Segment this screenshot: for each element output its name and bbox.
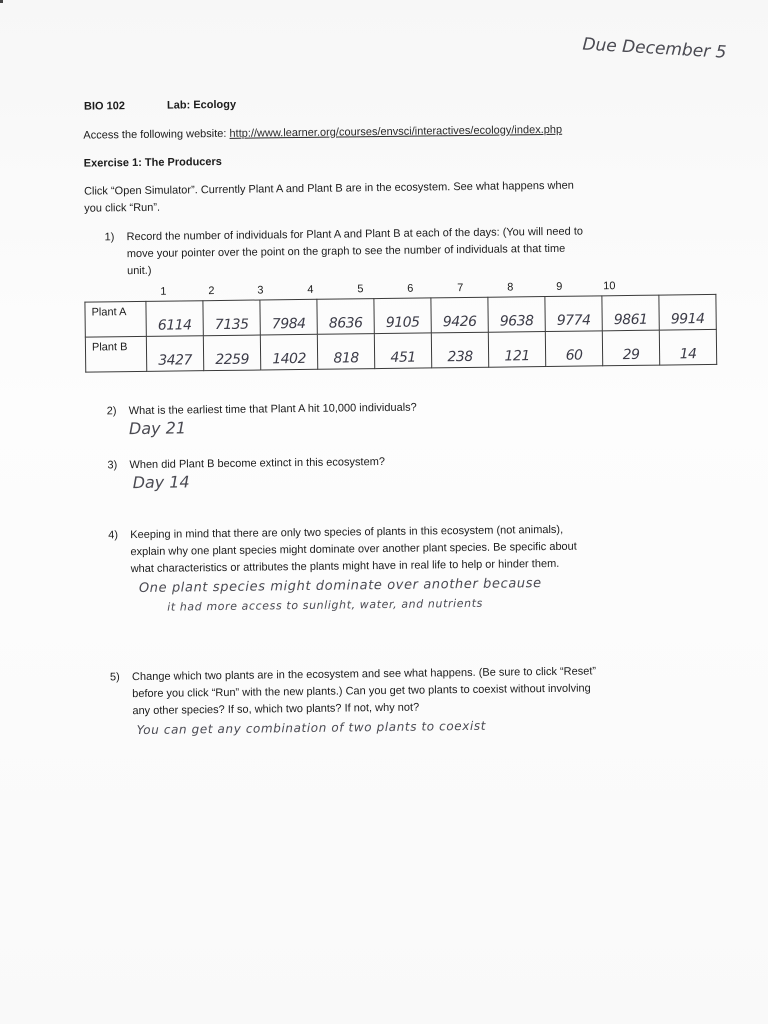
table-cell: 9105 <box>374 298 431 334</box>
access-line <box>83 122 562 145</box>
due-note: Due December 5 <box>581 34 727 63</box>
table-cell: 60 <box>545 331 602 367</box>
table-row <box>85 329 716 372</box>
day-header: 1 <box>160 285 167 298</box>
question-1-number: 1) <box>104 231 115 244</box>
day-header: 2 <box>208 285 215 298</box>
question-2-number: 2) <box>106 405 117 418</box>
question-4-line-2: explain why one plant species might dominate over another plant species. Be specific about <box>130 540 577 559</box>
table-cell: 9638 <box>488 297 545 333</box>
question-1-line-1: Record the number of individuals for Plant A and Plant B at each of the days: (You will need to <box>126 225 584 244</box>
table-cell: 6114 <box>146 301 203 337</box>
table-cell: 14 <box>659 329 716 365</box>
day-header: 5 <box>357 283 364 296</box>
question-3-number: 3) <box>107 459 118 472</box>
table-cell: 9774 <box>545 296 602 332</box>
scan-mark <box>0 0 3 3</box>
question-5-line-1: Change which two plants are in the ecosystem and see what happens. (Be sure to click “Reset” <box>131 665 597 684</box>
table-cell: 9914 <box>659 294 716 330</box>
question-4-answer-line-1: One plant species might dominate over another because <box>138 576 542 596</box>
question-2-text: What is the earliest time that Plant A hit 10,000 individuals? <box>128 401 417 418</box>
row-label-plant-b: Plant B <box>85 336 146 372</box>
day-header: 9 <box>556 280 563 293</box>
day-header: 8 <box>507 281 514 294</box>
population-table <box>84 294 717 373</box>
table-cell: 451 <box>374 333 431 369</box>
table-cell: 3427 <box>146 336 203 372</box>
question-4-number: 4) <box>108 529 119 542</box>
table-cell: 121 <box>488 332 545 368</box>
question-5-line-2: before you click “Run” with the new plants.) Can you get two plants to coexist without involving <box>132 682 591 701</box>
question-1-line-2: move your pointer over the point on the graph to see the number of individuals at that time <box>126 242 566 261</box>
table-cell: 29 <box>602 330 659 366</box>
question-3-answer: Day 14 <box>132 472 190 493</box>
table-cell: 7135 <box>203 300 260 336</box>
question-4-line-1: Keeping in mind that there are only two species of plants in this ecosystem (not animals), <box>130 523 564 542</box>
table-cell: 7984 <box>260 299 317 335</box>
day-header: 3 <box>257 284 264 297</box>
access-prefix: Access the following website: <box>83 127 230 142</box>
table-cell: 8636 <box>317 299 374 335</box>
website-link[interactable]: http://www.learner.org/courses/envsci/interactives/ecology/index.php <box>229 123 563 140</box>
table-cell: 238 <box>431 332 488 368</box>
intro-line-1: Click “Open Simulator”. Currently Plant A and Plant B are in the ecosystem. See what happens when <box>83 179 574 198</box>
table-cell: 9861 <box>602 295 659 331</box>
table-cell: 9426 <box>431 297 488 333</box>
question-4-answer-line-2: it had more access to sunlight, water, and nutrients <box>167 596 483 614</box>
exercise-title: Exercise 1: The Producers <box>83 155 222 170</box>
question-3-text: When did Plant B become extinct in this ecosystem? <box>129 455 386 472</box>
day-header: 4 <box>307 283 314 296</box>
table-cell: 1402 <box>260 334 317 370</box>
table-cell: 818 <box>317 334 374 370</box>
row-label-plant-a: Plant A <box>85 301 146 337</box>
day-header: 10 <box>603 280 616 293</box>
question-5-line-3: any other species? If so, which two plants? If not, why not? <box>132 701 420 718</box>
question-5-number: 5) <box>109 671 120 684</box>
question-2-answer: Day 21 <box>128 418 187 439</box>
intro-line-2: you click “Run”. <box>84 201 161 215</box>
table-cell: 2259 <box>203 335 260 371</box>
lab-title: Lab: Ecology <box>166 98 237 112</box>
day-header: 7 <box>457 282 464 295</box>
question-1-line-3: unit.) <box>126 264 152 278</box>
course-code: BIO 102 <box>83 100 126 113</box>
day-header: 6 <box>407 282 414 295</box>
question-4-line-3: what characteristics or attributes the plants might have in real life to help or hinder them. <box>130 557 560 576</box>
question-5-answer: You can get any combination of two plants to coexist <box>136 718 487 738</box>
